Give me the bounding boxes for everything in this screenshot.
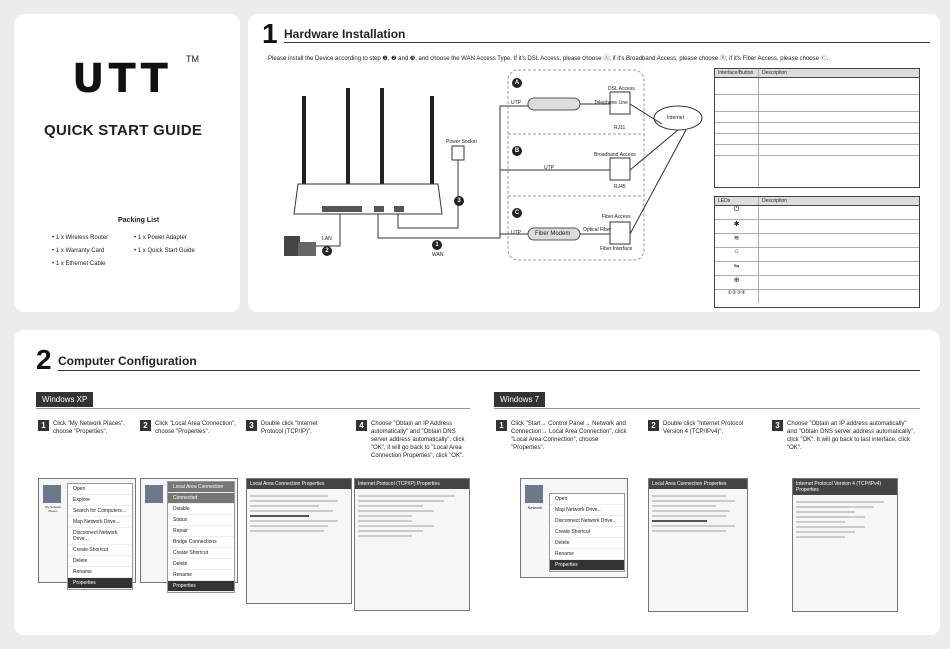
table-header: LEDs xyxy=(715,197,759,205)
hardware-diagram xyxy=(270,66,710,296)
menu-item[interactable]: Bridge Connections xyxy=(168,537,234,548)
table-header: Interface/Button xyxy=(715,69,759,77)
utp-label: UTP xyxy=(511,230,521,236)
xp-tcpip-properties-window xyxy=(354,478,470,611)
step-text: Click "My Network Places", choose "Properties". xyxy=(53,421,125,435)
fiber-modem-label: Fiber Modem xyxy=(535,231,571,237)
brand-logo: UTT xyxy=(72,56,172,102)
menu-item[interactable]: Search for Computers... xyxy=(68,506,132,517)
menu-item[interactable]: Explore xyxy=(68,495,132,506)
step-text: Click "Local Area Connection", choose "Properties". xyxy=(155,421,236,435)
install-instructions: Please install the Device according to step ❶, ❷ and ❸, and choose the WAN Access Type. If it's DSL Access, please choose Ⓐ; if it's Broadband Access, please choose Ⓑ; if it's Fiber Access, please choose Ⓒ. xyxy=(268,56,829,62)
section-title: Hardware Installation xyxy=(284,27,406,41)
windows-7-tab: Windows 7 xyxy=(494,392,545,407)
lan-label: LAN xyxy=(322,236,332,242)
dsl-access-label: DSL Access xyxy=(608,86,635,92)
menu-item[interactable]: Disable xyxy=(168,504,234,515)
antenna xyxy=(346,88,350,188)
window-title: Internet Protocol (TCP/IP) Properties xyxy=(355,479,469,489)
context-menu xyxy=(549,493,625,572)
wifi-2g-led-icon: ≋ xyxy=(715,234,759,247)
antenna xyxy=(380,88,384,188)
window-title: Local Area Connection Properties xyxy=(247,479,351,489)
wan-label: WAN xyxy=(432,252,444,258)
menu-item[interactable]: Repair xyxy=(168,526,234,537)
menu-item[interactable]: Rename xyxy=(550,549,624,560)
packing-item: • 1 x Power Adapter xyxy=(134,235,187,241)
menu-item[interactable]: Delete xyxy=(68,556,132,567)
context-menu xyxy=(167,481,235,593)
option-c-badge: C xyxy=(512,208,522,218)
menu-item[interactable]: Open xyxy=(68,484,132,495)
xp-local-area-connection-screenshot xyxy=(140,478,238,589)
step-number: 3 xyxy=(246,420,257,431)
packing-item: • 1 x Wireless Router xyxy=(52,235,109,241)
cover-panel xyxy=(14,14,240,312)
w7-tcpipv4-properties-window xyxy=(792,478,898,612)
w7-lan-properties-window xyxy=(648,478,748,612)
packing-item: • 1 x Ethernet Cable xyxy=(52,261,106,267)
window-title: Local Area Connection Properties xyxy=(649,479,747,489)
divider xyxy=(284,42,930,43)
table-header: Description xyxy=(762,198,788,204)
menu-item[interactable]: Delete xyxy=(550,538,624,549)
router-body xyxy=(294,184,442,214)
rj11-label: RJ11 xyxy=(614,125,626,131)
fiber-interface-label: Fiber Interface xyxy=(600,246,633,252)
step-number: 3 xyxy=(772,420,783,431)
monitor-icon xyxy=(298,242,316,256)
packing-item: • 1 x Warranty Card xyxy=(52,248,105,254)
option-b-badge: B xyxy=(512,146,522,156)
usb-led-icon: ⇋ xyxy=(715,262,759,275)
menu-item[interactable]: Map Network Drive... xyxy=(68,517,132,528)
divider xyxy=(58,370,920,371)
table-header: Description xyxy=(762,70,788,76)
fiber-access-label: Fiber Access xyxy=(602,214,631,220)
interface-table xyxy=(714,68,920,188)
wan-port xyxy=(374,206,384,212)
step-number: 1 xyxy=(496,420,507,431)
step-number: 4 xyxy=(356,420,367,431)
step-text: Double click "Internet Protocol Version 4 (TCP/IPv4)". xyxy=(663,421,744,435)
step-number: 1 xyxy=(38,420,49,431)
window-title: Internet Protocol Version 4 (TCP/IPv4) Properties xyxy=(793,479,897,495)
menu-item[interactable]: Rename xyxy=(168,570,234,581)
packing-list-left xyxy=(52,232,108,271)
network-places-icon xyxy=(43,485,61,503)
fiber-socket-icon xyxy=(610,222,630,244)
menu-item-properties[interactable]: Properties xyxy=(68,578,132,589)
menu-item[interactable]: Disconnect Network Drive... xyxy=(550,516,624,527)
section-title: Computer Configuration xyxy=(58,354,197,368)
packing-list-right xyxy=(134,232,195,258)
rj45-socket-icon xyxy=(610,158,630,180)
packing-list-title: Packing List xyxy=(118,217,160,224)
menu-item[interactable]: Rename xyxy=(68,567,132,578)
step-2-badge: 2 xyxy=(322,246,332,256)
network-icon xyxy=(525,485,543,503)
power-socket-icon xyxy=(452,146,464,160)
step-text: Choose "Obtain an IP Address automatically" and "Obtain DNS server address automatically", click "OK", it will go back to "Local Area Connection Properties", click "OK". xyxy=(371,421,465,459)
antenna xyxy=(430,96,434,186)
menu-item[interactable]: Create Shortcut xyxy=(68,545,132,556)
w7-network-screenshot xyxy=(520,478,628,578)
xp-network-places-screenshot xyxy=(38,478,136,586)
menu-item[interactable]: Open xyxy=(550,494,624,505)
dsl-modem xyxy=(528,98,580,110)
trademark: TM xyxy=(186,54,199,64)
utp-label: UTP xyxy=(511,100,521,106)
context-menu xyxy=(67,483,133,590)
utp-label: UTP xyxy=(544,165,554,171)
menu-item[interactable]: Status xyxy=(168,515,234,526)
lan-led-icon: ①②③④ xyxy=(715,290,759,303)
menu-header: Connected xyxy=(168,493,234,504)
xp-lan-properties-window xyxy=(246,478,352,604)
menu-item-properties[interactable]: Properties xyxy=(550,560,624,571)
step-3-badge: 3 xyxy=(454,196,464,206)
step-1-badge: 1 xyxy=(432,240,442,250)
wan-led-icon: ⊕ xyxy=(715,276,759,289)
icon-label: Network xyxy=(527,505,543,510)
optical-fiber-label: Optical Fiber xyxy=(583,227,612,233)
menu-item[interactable]: Delete xyxy=(168,559,234,570)
section-number: 1 xyxy=(262,18,278,49)
windows-xp-tab: Windows XP xyxy=(36,392,93,407)
pc-tower-icon xyxy=(284,236,300,256)
step-text: Choose "Obtain an IP address automatically" and "Obtain DNS server address automatically", click "OK". It will go back to last interface, click "OK". xyxy=(787,421,915,451)
wifi-5g-led-icon: ⌂ xyxy=(715,248,759,261)
power-socket-label: Power Socket xyxy=(446,139,477,145)
internet-label: Internet xyxy=(667,115,684,121)
telephone-line-label: Telephone Line xyxy=(594,100,628,106)
packing-item: • 1 x Quick Start Guide xyxy=(134,248,195,254)
guide-title: QUICK START GUIDE xyxy=(44,122,203,139)
menu-item[interactable]: Disconnect Network Drive... xyxy=(68,528,132,545)
step-number: 2 xyxy=(140,420,151,431)
system-led-icon: ✱ xyxy=(715,220,759,233)
menu-item[interactable]: Map Network Drive... xyxy=(550,505,624,516)
step-text: Click "Start→ Control Panel→ Network and Connection→ Local Area Connection", click "Local Area Connection", choose "Properties". xyxy=(511,421,627,451)
step-number: 2 xyxy=(648,420,659,431)
broadband-access-label: Broadband Access xyxy=(594,152,636,158)
icon-label: My Network Places xyxy=(45,505,61,513)
menu-item-properties[interactable]: Properties xyxy=(168,581,234,592)
connection-icon xyxy=(145,485,163,503)
step-text: Double click "Internet Protocol (TCP/IP)". xyxy=(261,421,318,435)
option-a-badge: A xyxy=(512,78,522,88)
power-port xyxy=(394,206,404,212)
power-led-icon: ⏻ xyxy=(715,206,759,219)
lan-ports xyxy=(322,206,362,212)
menu-item[interactable]: Create Shortcut xyxy=(168,548,234,559)
rj45-label: RJ45 xyxy=(614,184,626,190)
antenna xyxy=(302,96,306,186)
menu-header: Local Area Connection xyxy=(168,482,234,493)
menu-item[interactable]: Create Shortcut xyxy=(550,527,624,538)
section-number: 2 xyxy=(36,344,52,375)
led-table xyxy=(714,196,920,308)
